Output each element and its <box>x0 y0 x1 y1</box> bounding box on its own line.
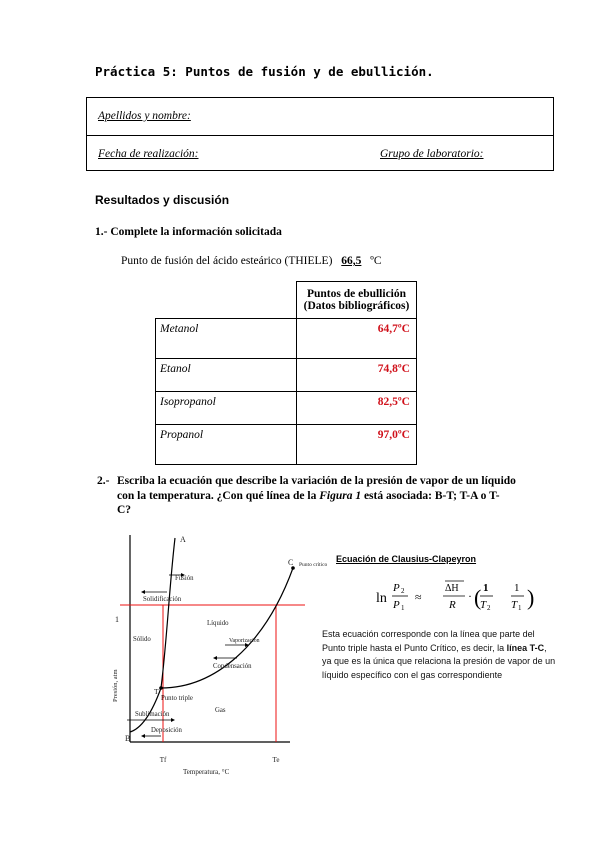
eq-t1: T <box>511 599 518 611</box>
group-label: Grupo de laboratorio: <box>380 148 484 160</box>
equation-explanation <box>322 628 557 682</box>
boiling-points-table <box>155 281 417 465</box>
boiling-value: 82,5ºC <box>297 392 417 425</box>
label-t: T <box>154 687 159 696</box>
phase-diagram <box>105 530 330 780</box>
condensation-arrowhead <box>213 656 217 660</box>
liquid-label: Líquido <box>207 620 229 627</box>
table-header-line-1: Puntos de ebullición <box>306 288 407 300</box>
student-info-box <box>86 97 554 171</box>
te-label: Te <box>272 756 280 764</box>
name-label: Apellidos y nombre: <box>98 110 191 122</box>
eq-dh: ΔH <box>445 583 459 594</box>
deposition-arrowhead <box>141 734 145 738</box>
sublimation-label: Sublimación <box>135 711 170 718</box>
eq-t2-sub: 2 <box>487 604 491 612</box>
table-row <box>156 392 417 425</box>
eq-approx: ≈ <box>415 590 422 604</box>
table-row <box>156 319 417 359</box>
eq-p2: P <box>393 582 400 594</box>
eq-one-b: 1 <box>514 582 520 594</box>
eq-t2: T <box>480 599 487 611</box>
question-2-line-2b: está asociada: B-T; T-A o T- <box>361 489 500 502</box>
question-2-line-3: C? <box>117 504 132 516</box>
question-1-title: 1.- Complete la información solicitada <box>95 226 282 238</box>
tf-label: Tf <box>159 756 167 764</box>
eq-one-a: 1 <box>483 582 489 594</box>
table-header-line-2: (Datos bibliográficos) <box>303 300 410 312</box>
boiling-value: 64,7ºC <box>297 319 417 359</box>
x-axis-title: Temperatura, °C <box>183 768 230 776</box>
explanation-bold: línea T-C <box>506 642 545 653</box>
equation-heading: Ecuación de Clausius-Clapeyron <box>336 554 477 564</box>
eq-t1-sub: 1 <box>518 604 522 612</box>
triple-point-dot <box>159 686 163 690</box>
melting-unit: ºC <box>370 255 382 267</box>
label-b: B <box>125 734 131 743</box>
section-title: Resultados y discusión <box>95 193 230 207</box>
eq-p1: P <box>393 599 400 611</box>
question-2-line-2a: con la temperatura. ¿Con qué línea de la <box>117 489 320 502</box>
explanation-pre: Esta ecuación corresponde con la línea que parte del Punto triple hasta el Punto Crítico, es decir, la <box>322 629 535 653</box>
melting-value: 66,5 <box>341 255 362 267</box>
vaporization-curve <box>161 568 293 688</box>
page-title: Práctica 5: Puntos de fusión y de ebullición. <box>95 64 434 79</box>
sublimation-arrowhead <box>171 718 175 722</box>
deposition-label: Deposición <box>151 727 182 734</box>
figure-reference: Figura 1 <box>319 489 362 502</box>
eq-dot: · <box>468 589 472 603</box>
explanation-post: , ya que es la única que relaciona la presión de vapor de un líquido específico con el gas correspondiente <box>322 642 556 680</box>
date-label: Fecha de realización: <box>98 148 199 160</box>
melting-point-line <box>121 255 382 267</box>
condensation-label: Condensación <box>213 663 252 670</box>
solidification-arrowhead <box>141 590 145 594</box>
eq-right-paren: ) <box>527 585 535 610</box>
table-row <box>156 359 417 392</box>
table-row <box>156 425 417 465</box>
table-header <box>297 282 417 319</box>
triple-point-label: Punto triple <box>161 695 193 702</box>
question-2-number: 2.- <box>97 475 110 487</box>
boiling-value: 74,8ºC <box>297 359 417 392</box>
eq-r: R <box>449 599 456 611</box>
question-2 <box>97 474 537 518</box>
compound-name: Isopropanol <box>156 392 297 425</box>
label-a: A <box>180 535 186 544</box>
solid-label: Sólido <box>133 636 151 643</box>
eq-left-paren: ( <box>474 585 482 610</box>
fusion-label: Fusión <box>175 575 194 582</box>
table-corner <box>156 282 297 319</box>
eq-p1-sub: 1 <box>401 604 405 612</box>
y-axis-title: Presión, atm <box>112 669 119 702</box>
label-c: C <box>288 558 294 567</box>
pressure-marker: 1 <box>115 615 119 624</box>
eq-p2-sub: 2 <box>401 587 405 595</box>
clausius-clapeyron-equation <box>374 575 544 620</box>
compound-name: Etanol <box>156 359 297 392</box>
gas-label: Gas <box>215 707 226 714</box>
compound-name: Propanol <box>156 425 297 465</box>
boiling-value: 97,0ºC <box>297 425 417 465</box>
solidification-label: Solidificación <box>143 596 182 603</box>
question-2-line-1: Escriba la ecuación que describe la variación de la presión de vapor de un líquido <box>117 475 516 487</box>
compound-name: Metanol <box>156 319 297 359</box>
box-divider <box>87 135 553 136</box>
critical-point-label: Punto crítico <box>299 562 328 568</box>
vaporization-label: Vaporización <box>229 638 260 644</box>
eq-ln: ln <box>376 591 387 606</box>
melting-label: Punto de fusión del ácido esteárico (THIELE) <box>121 255 333 267</box>
